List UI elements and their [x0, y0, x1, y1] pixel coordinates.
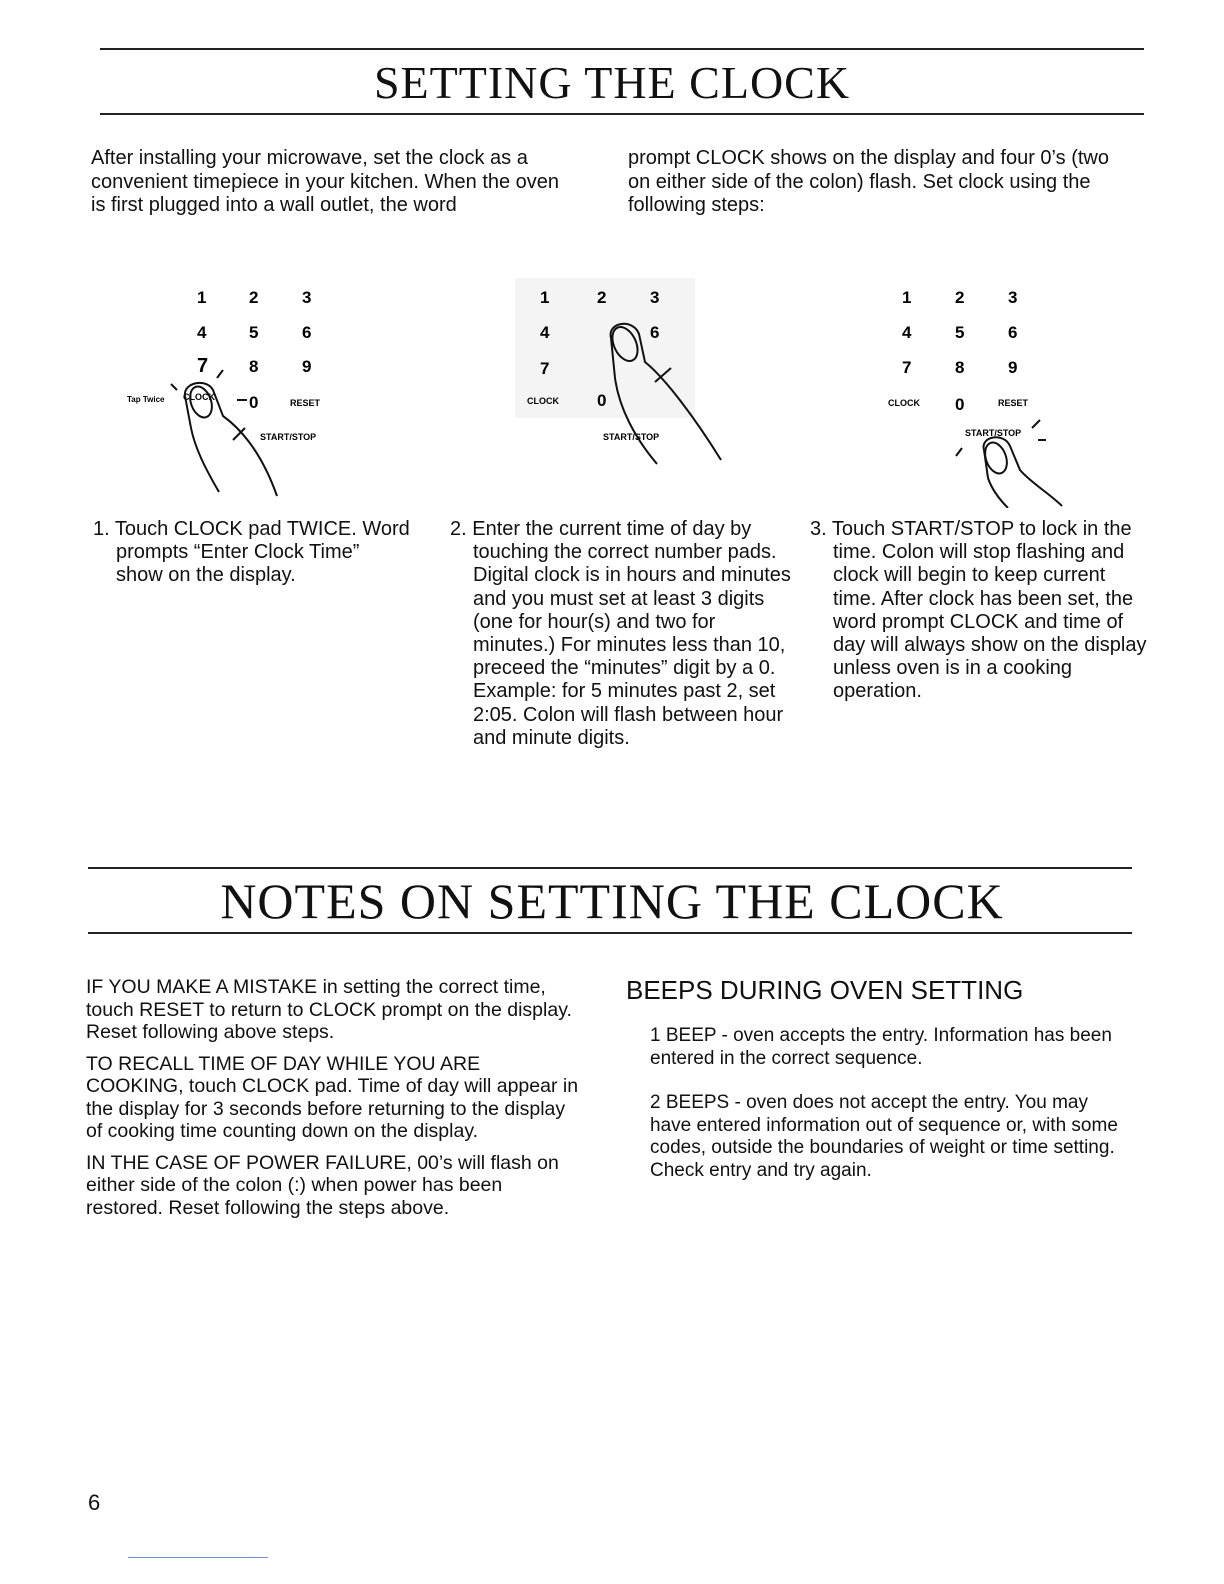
keypad-illustration-2: [515, 278, 745, 503]
key-6: 6: [1008, 323, 1018, 342]
title-underline: [100, 113, 1144, 115]
key-4: 4: [197, 323, 207, 342]
startstop-key-label: START/STOP: [603, 432, 660, 442]
key-0: 0: [597, 391, 607, 410]
key-9: 9: [302, 357, 312, 376]
section2-title: NOTES ON SETTING THE CLOCK: [220, 873, 1004, 929]
section2-top-rule: [88, 867, 1132, 869]
section2-underline: [88, 932, 1132, 934]
step-2: 2. Enter the current time of day by touching the correct number pads. Digital clock is in hours and minutes and you must set at least 3 digits (one for hour(s) and two for minutes.) For minutes less than 10, preceed the “minutes” digit by a 0. Example: for 5 minutes past 2, set 2:05. Colon will flash between hour and minute digits.: [450, 518, 791, 749]
key-4: 4: [902, 323, 912, 342]
note-mistake: IF YOU MAKE A MISTAKE in setting the correct time, touch RESET to return to CLOCK prompt on the display. Reset following above steps.: [86, 976, 572, 1043]
key-3: 3: [650, 288, 660, 307]
footer-line: [128, 1557, 268, 1558]
note-power-failure: IN THE CASE OF POWER FAILURE, 00’s will flash on either side of the colon (:) when power has been restored. Reset following the steps above.: [86, 1151, 559, 1219]
key-5: 5: [955, 323, 965, 342]
key-3: 3: [1008, 288, 1018, 307]
key-7: 7: [197, 355, 209, 377]
key-7: 7: [902, 358, 912, 377]
startstop-key-label: START/STOP: [965, 428, 1022, 438]
key-3: 3: [302, 288, 312, 307]
key-0: 0: [955, 395, 965, 414]
top-rule: [100, 48, 1144, 50]
key-8: 8: [249, 357, 259, 376]
key-2: 2: [955, 288, 965, 307]
page-number: 6: [88, 1490, 101, 1515]
key-9: 9: [1008, 358, 1018, 377]
keypad-illustration-1: [125, 278, 355, 503]
keypad-illustration-3: [870, 278, 1070, 508]
key-7: 7: [540, 359, 550, 378]
startstop-key-label: START/STOP: [260, 432, 317, 442]
key-8: 8: [955, 358, 965, 377]
key-5: 5: [249, 323, 259, 342]
beeps-heading: BEEPS DURING OVEN SETTING: [626, 975, 1024, 1005]
note-recall: TO RECALL TIME OF DAY WHILE YOU ARE COOKING, touch CLOCK pad. Time of day will appear in the display for 3 seconds before returning to the display of cooking time counting down on the display.: [86, 1052, 579, 1142]
key-4: 4: [540, 323, 550, 342]
reset-key-label: RESET: [290, 398, 321, 408]
tap-twice-label: Tap Twice: [127, 395, 165, 404]
step-1: 1. Touch CLOCK pad TWICE. Word prompts “Enter Clock Time” show on the display.: [93, 518, 410, 587]
step-3: 3. Touch START/STOP to lock in the time. Colon will stop flashing and clock will begin to keep current time. After clock has been set, the word prompt CLOCK and time of day will always show on the display unless oven is in a cooking operation.: [810, 518, 1147, 703]
key-2: 2: [249, 288, 259, 307]
key-0: 0: [249, 393, 259, 412]
key-6: 6: [650, 323, 660, 342]
intro-right: prompt CLOCK shows on the display and four 0’s (two on either side of the colon) flash. Set clock using the following steps:: [628, 147, 1109, 216]
key-1: 1: [902, 288, 912, 307]
key-6: 6: [302, 323, 312, 342]
beep-two: 2 BEEPS - oven does not accept the entry. You may have entered information out of sequence or, with some codes, outside the boundaries of weight or time setting. Check entry and try again.: [650, 1092, 1118, 1181]
clock-key-label: CLOCK: [888, 398, 920, 408]
beep-one: 1 BEEP - oven accepts the entry. Information has been entered in the correct sequence.: [650, 1025, 1112, 1069]
notes-column: [86, 976, 581, 1228]
key-1: 1: [197, 288, 207, 307]
reset-key-label: RESET: [998, 398, 1029, 408]
page-title: SETTING THE CLOCK: [373, 57, 851, 108]
clock-key-label: CLOCK: [527, 396, 559, 406]
key-1: 1: [540, 288, 550, 307]
clock-key-label: CLOCK: [183, 392, 215, 402]
key-2: 2: [597, 288, 607, 307]
intro-left: After installing your microwave, set the clock as a convenient timepiece in your kitchen. When the oven is first plugged into a wall outlet, the word: [91, 147, 560, 216]
